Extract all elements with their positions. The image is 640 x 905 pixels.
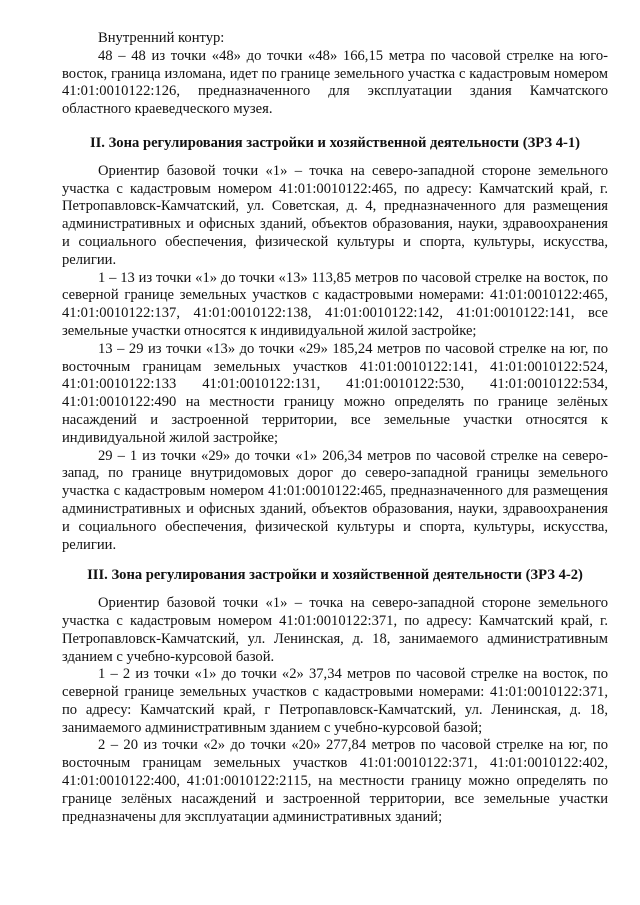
section-3-paragraph: 2 – 20 из точки «2» до точки «20» 277,84 метров по часовой стрелке на юг, по восточным границам земельных участков 41:01:0010122:371, 41:01:0010122:402, 41:01:0010122:400, 41:01:0010122:2115, на местности границу можно определять по границе зелёных насаждений и застроенной территории, все земельные участки предназначены для эксплуатации административных зданий;: [62, 737, 608, 825]
section-2-paragraph: 13 – 29 из точки «13» до точки «29» 185,24 метров по часовой стрелке на юг, по восточным границам земельных участков 41:01:0010122:141, 41:01:0010122:524, 41:01:0010122:133 41:01:0010122:131, 41:01:0010122:530, 41:01:0010122:534, 41:01:0010122:490 на местности границу можно определять по границе зелёных насаждений и застроенной территории, все земельные участки относятся к индивидуальной жилой застройке;: [62, 340, 608, 446]
section-3-heading: III. Зона регулирования застройки и хозяйственной деятельности (ЗРЗ 4-2): [87, 567, 583, 584]
section-2-heading: II. Зона регулирования застройки и хозяйственной деятельности (ЗРЗ 4-1): [89, 134, 581, 151]
section-2-paragraph: 1 – 13 из точки «1» до точки «13» 113,85 метров по часовой стрелке на восток, по северной границе земельных участков с кадастровыми номерами: 41:01:0010122:465, 41:01:0010122:137, 41:01:0010122:138, 41:01:0010122:142, 41:01:0010122:141, все земельные участки относятся к индивидуальной жилой застройке;: [62, 269, 608, 339]
contour-text: 48 – 48 из точки «48» до точки «48» 166,15 метра по часовой стрелке на юго-восток, граница изломана, идет по границе земельного участка с кадастровым номером 41:01:0010122:126, предназначенного для эксплуатации здания Камчатского областного краеведческого музея.: [62, 47, 608, 118]
document-page: [62, 30, 608, 826]
section-2-paragraph: 29 – 1 из точки «29» до точки «1» 206,34 метров по часовой стрелке на северо-запад, по границе внутридомовых дорог до северо-западной границы земельного участка с кадастровым номером 41:01:0010122:465, предназначенного для размещения административных и офисных зданий, объектов образования, науки, здравоохранения и социального обеспечения, физической культуры и спорта, культуры, искусства, религии.: [62, 447, 608, 553]
section-3-paragraph: 1 – 2 из точки «1» до точки «2» 37,34 метров по часовой стрелке на восток, по северной границе земельных участков с кадастровыми номерами: 41:01:0010122:371, по адресу: Камчатский край, г Петропавловск-Камчатский, ул. Ленинская, д. 18, занимаемого административным зданием с учебно-курсовой базой;: [62, 666, 608, 736]
section-3-paragraph: Ориентир базовой точки «1» – точка на северо-западной стороне земельного участка с кадастровым номером 41:01:0010122:371, по адресу: Камчатский край, г. Петропавловск-Камчатский, ул. Ленинская, д. 18, занимаемого административным зданием с учебно-курсовой базой.: [62, 595, 608, 665]
contour-title: Внутренний контур:: [98, 30, 225, 46]
section-2-paragraph: Ориентир базовой точки «1» – точка на северо-западной стороне земельного участка с кадастровым номером 41:01:0010122:465, по адресу: Камчатский край, г. Петропавловск-Камчатский, ул. Советская, д. 4, предназначенного для размещения административных и офисных зданий, объектов образования, науки, здравоохранения и социального обеспечения, физической культуры и спорта, культуры, искусства, религии.: [62, 162, 608, 268]
